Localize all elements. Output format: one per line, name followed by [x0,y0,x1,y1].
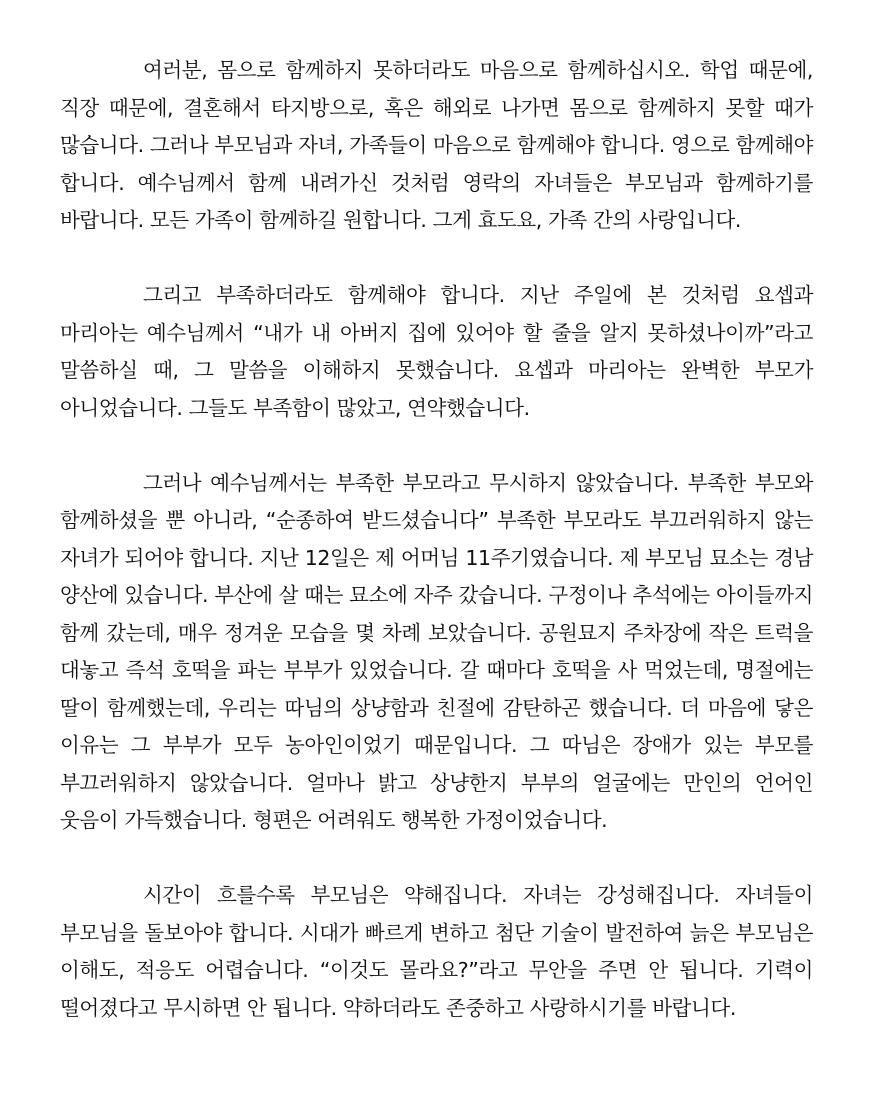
paragraph-3: 그러나 예수님께서는 부족한 부모라고 무시하지 않았습니다. 부족한 부모와 함께하셨을 뿐 아니라, “순종하여 받드셨습니다” 부족한 부모라도 부끄러워하지 않는 자녀가 되어야 합니다. 지난 12일은 제 어머님 11주기였습니다. 제 부모님 묘소는 경남 양산에 있습니다. 부산에 살 때는 묘소에 자주 갔습니다. 구정이나 추석에는 아이들까지 함께 갔는데, 매우 정겨운 모습을 몇 차례 보았습니다. 공원묘지 주차장에 작은 트럭을 대놓고 즉석 호떡을 파는 부부가 있었습니다. 갈 때마다 호떡을 사 먹었는데, 명절에는 딸이 함께했는데, 우리는 따님의 상냥함과 친절에 감탄하곤 했습니다. 더 마음에 닿은 이유는 그 부부가 모두 농아인이었기 때문입니다. 그 따님은 장애가 있는 부모를 부끄러워하지 않았습니다. 얼마나 밝고 상냥한지 부부의 얼굴에는 만인의 언어인 웃음이 가득했습니다. 형편은 어려워도 행복한 가정이었습니다. [60,470,813,832]
document-page [60,52,813,1027]
paragraph-2: 그리고 부족하더라도 함께해야 합니다. 지난 주일에 본 것처럼 요셉과 마리아는 예수님께서 “내가 내 아버지 집에 있어야 할 줄을 알지 못하셨나이까”라고 말씀하실 때, 그 말씀을 이해하지 못했습니다. 요셉과 마리아는 완벽한 부모가 아니었습니다. 그들도 부족함이 많았고, 연약했습니다. [60,283,813,420]
paragraph-4: 시간이 흐를수록 부모님은 약해집니다. 자녀는 강성해집니다. 자녀들이 부모님을 돌보아야 합니다. 시대가 빠르게 변하고 첨단 기술이 발전하여 늙은 부모님은 이해도, 적응도 어렵습니다. “이것도 몰라요?”라고 무안을 주면 안 됩니다. 기력이 떨어졌다고 무시하면 안 됩니다. 약하더라도 존중하고 사랑하시기를 바랍니다. [60,883,813,1020]
paragraph-1: 여러분, 몸으로 함께하지 못하더라도 마음으로 함께하십시오. 학업 때문에, 직장 때문에, 결혼해서 타지방으로, 혹은 해외로 나가면 몸으로 함께하지 못할 때가 많습니다. 그러나 부모님과 자녀, 가족들이 마음으로 함께해야 합니다. 영으로 함께해야 합니다. 예수님께서 함께 내려가신 것처럼 영락의 자녀들은 부모님과 함께하기를 바랍니다. 모든 가족이 함께하길 원합니다. 그게 효도요, 가족 간의 사랑입니다. [60,58,813,232]
